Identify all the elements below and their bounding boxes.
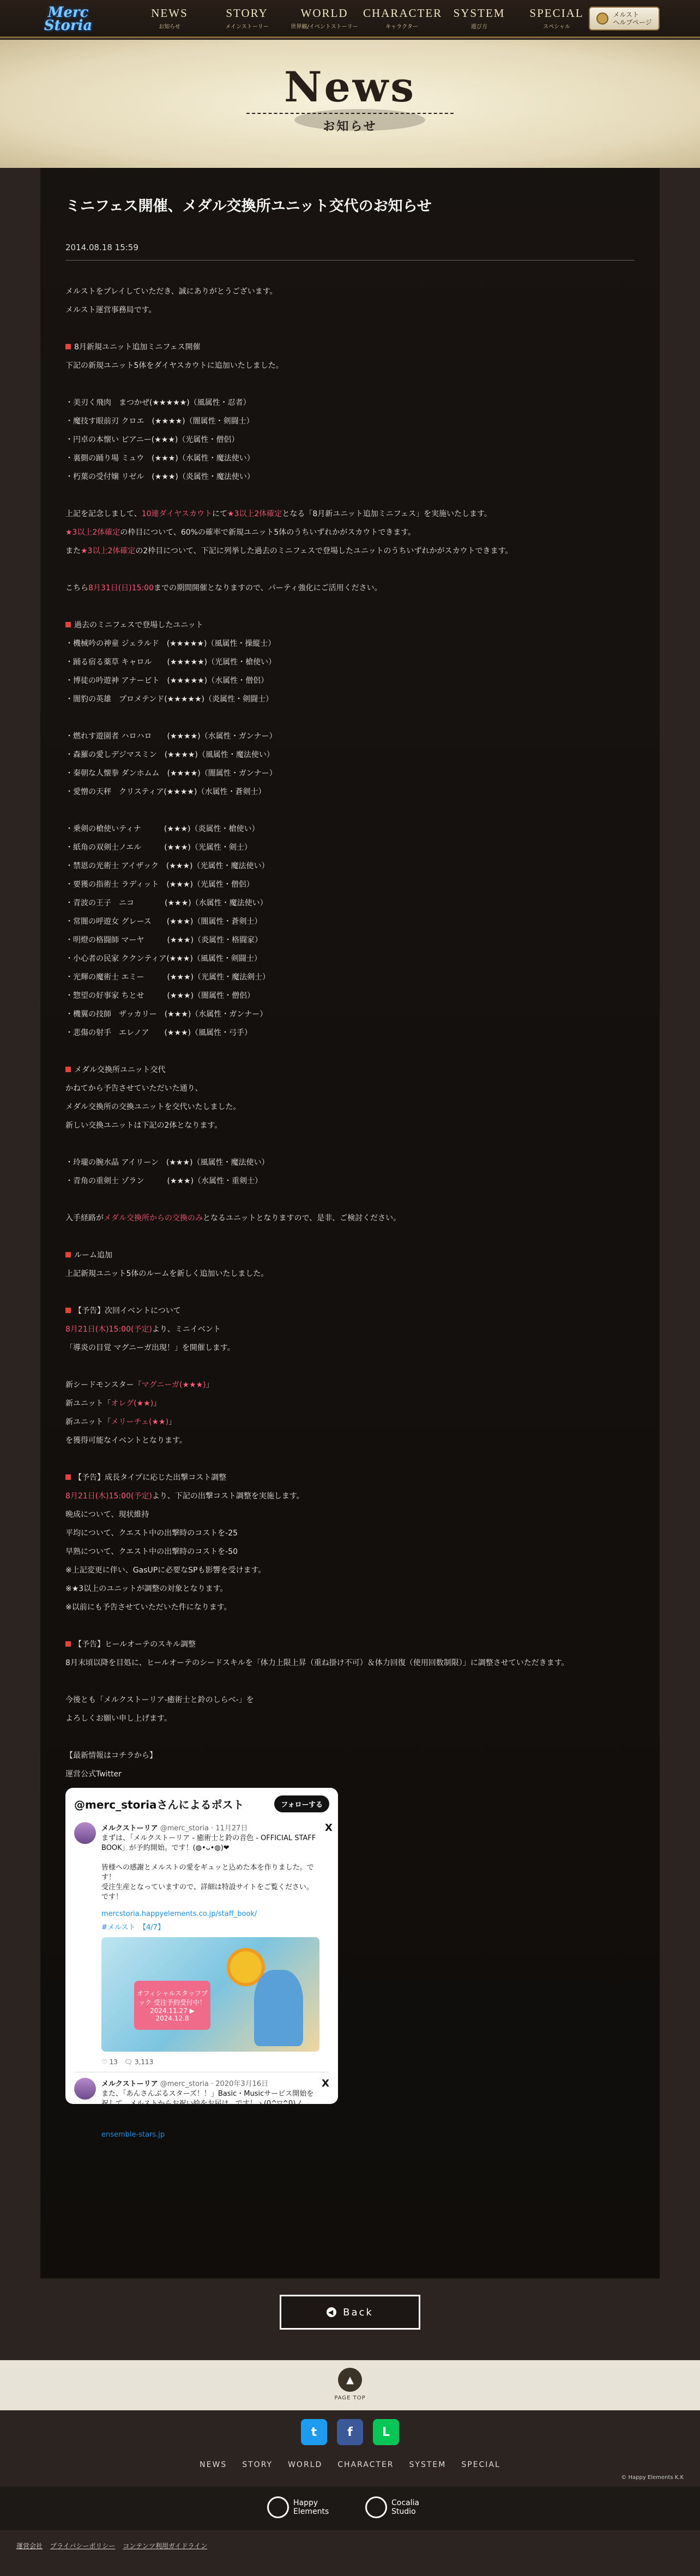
back-label: Back: [343, 2306, 373, 2318]
nav-character[interactable]: [363, 7, 443, 30]
tweet-handle: @merc_storia · 11月27日: [160, 1824, 248, 1833]
paragraph-text: にて: [212, 510, 227, 518]
highlight-text: マグニーガ(★★★): [141, 1381, 206, 1389]
article-paragraph: [65, 1376, 635, 1394]
article-paragraph: ・禁恩の光術士 アイザック (★★★)（光属性・魔法使い）: [65, 862, 269, 870]
article-divider: [65, 260, 635, 261]
article-paragraph: 運営公式Twitter: [65, 1770, 122, 1779]
legal-guidelines[interactable]: コンテンツ利用ガイドライン: [123, 2542, 208, 2550]
help-page-label: メルスト ヘルプページ: [613, 11, 652, 26]
highlight-text: メダル交換所からの交換のみ: [104, 1214, 203, 1223]
tweet-handle: @merc_storia · 2020年3月16日: [160, 2080, 269, 2088]
nav-character-jp: キャラクター: [385, 24, 418, 30]
article-paragraph: ※上記変更に伴い、GasUPに必要なSPも影響を受けます。: [65, 1566, 266, 1575]
article-paragraph: [65, 1413, 635, 1431]
tweet-text: まずは、「メルクストーリア - 癒術士と鈴の音色 - OFFICIAL STAFF BOOK」が予約開始。です！(◍•ᴗ•◍)❤ 皆様への感謝とメルストの愛をギュッと込めた本を作りました。です！ 受注生産となっていますので、詳細は特設サイトをご覧ください。です！: [101, 1834, 316, 1901]
footer-nav-character[interactable]: CHARACTER: [337, 2460, 394, 2469]
section-heading: [65, 338, 635, 356]
section-heading-text: 8月新規ユニット追加ミニフェス開催: [74, 343, 201, 352]
follow-button[interactable]: フォローする: [274, 1795, 329, 1812]
logo-text: Merc Storia: [44, 4, 93, 34]
title-divider: [246, 113, 454, 114]
highlight-text: ★3以上2体確定: [227, 510, 282, 518]
tweet-content: [101, 1822, 319, 2066]
cocalia-mark-icon: [365, 2496, 387, 2518]
tweet-image[interactable]: [101, 1937, 319, 2052]
paragraph-text: 新シードモンスター「: [65, 1381, 142, 1389]
nav-character-en: CHARACTER: [363, 7, 443, 20]
nav-story-jp: メインストーリー: [225, 24, 269, 30]
article-paragraph: ・玲瓏の腕水晶 アイリーン (★★★)（風属性・魔法使い）: [65, 1158, 269, 1167]
spacer: [65, 1227, 635, 1246]
nav-story[interactable]: [208, 7, 286, 30]
spacer: [65, 1617, 635, 1635]
section-heading: [65, 1635, 635, 1654]
footer-nav: [0, 2460, 700, 2469]
article-paragraph: [65, 1209, 635, 1227]
article-paragraph: ・青角の重剣士 ゾラン (★★★)（水属性・重剣士）: [65, 1177, 263, 1186]
site-logo[interactable]: [38, 3, 98, 35]
highlight-text: 8月21日(木)15:00(予定): [65, 1492, 152, 1501]
image-badge: オフィシャルスタッフブック 受注予約受付中！ 2024.11.27 ▶ 2024.12.8: [134, 1981, 210, 2030]
coin-icon: [596, 13, 608, 25]
page-top-label[interactable]: PAGE TOP: [334, 2395, 366, 2401]
section-heading: [65, 1246, 635, 1265]
legal-links: [16, 2541, 207, 2550]
article-paragraph: ・紙角の双剣士ノエル (★★★)（光属性・剣士）: [65, 843, 252, 852]
happy-elements-mark-icon: [267, 2496, 289, 2518]
spacer: [65, 1357, 635, 1376]
spacer: [65, 1042, 635, 1061]
back-arrow-icon: ◀: [327, 2307, 336, 2317]
footer-nav-story[interactable]: STORY: [242, 2460, 273, 2469]
article-paragraph: ・美刃く飛肉 まつかぜ(★★★★★)（風属性・忍者）: [65, 398, 251, 407]
article-paragraph: ・光輝の魔術士 エミー (★★★)（光属性・魔法剣士）: [65, 973, 270, 982]
footer-nav-special[interactable]: SPECIAL: [461, 2460, 500, 2469]
spacer: [65, 801, 635, 820]
paragraph-text: こちら: [65, 584, 88, 592]
section-heading-text: 【予告】成長タイプに応じた出撃コスト調整: [74, 1473, 227, 1482]
nav-system[interactable]: [440, 7, 518, 30]
nav-special[interactable]: [518, 7, 595, 30]
legal-company[interactable]: 運営会社: [16, 2542, 43, 2550]
legal-privacy[interactable]: プライバシーポリシー: [50, 2542, 116, 2550]
spacer: [65, 1672, 635, 1691]
paragraph-text: 新ユニット「: [65, 1399, 111, 1408]
article-paragraph: ・明燈の格闘師 マーヤ (★★★)（炎属性・格闘家）: [65, 936, 263, 945]
article-paragraph: ・悲傷の射手 エレノア (★★★)（風属性・弓手）: [65, 1029, 252, 1037]
nav-story-en: STORY: [226, 7, 268, 20]
tweet-content: [101, 2078, 316, 2139]
nav-world-jp: 世界観/イベントストーリー: [291, 24, 358, 30]
company-logos: [0, 2487, 700, 2530]
article-paragraph: [65, 1320, 635, 1339]
article-paragraph: ・燃れす遊園者 ハロハロ (★★★★)（水属性・ガンナー）: [65, 732, 277, 741]
global-header: [0, 0, 700, 38]
paragraph-text: の2枠目について、下記に列挙した過去のミニフェスで登場したユニットのうちいずれかがスカウトできます。: [135, 547, 513, 555]
article-paragraph: ・闇豹の英雄 プロメテンド(★★★★★)（炎属性・剣闘士）: [65, 695, 273, 704]
tweet-title: @merc_storiaさんによるポスト: [74, 1798, 244, 1811]
tweet-author[interactable]: メルクストーリア: [101, 1824, 158, 1833]
article-paragraph: ・要獲の指術士 ラディット (★★★)（光属性・僧侶）: [65, 880, 254, 889]
paragraph-text: 上記を記念しまして、: [65, 510, 142, 518]
article-paragraph: 8月末頃以降を目処に、ヒールオーテのシードスキルを「体力上限上昇（重ね掛け不可）＆体力回復（使用回数制限）」に調整させていただきます。: [65, 1659, 569, 1667]
section-heading-text: 過去のミニフェスで登場したユニット: [74, 621, 203, 630]
highlight-text: 10連ダイヤスカウト: [141, 510, 212, 518]
avatar[interactable]: [74, 1822, 96, 1844]
spacer: [65, 597, 635, 616]
page-top-band: [0, 2360, 700, 2410]
nav-system-jp: 遊び方: [471, 24, 487, 30]
nav-special-en: SPECIAL: [529, 7, 584, 20]
article-paragraph: よろしくお願い申し上げます。: [65, 1714, 172, 1723]
spacer: [65, 560, 635, 579]
highlight-text: メリーチェ(★★): [111, 1418, 169, 1426]
highlight-text: ★3以上2体確定: [65, 528, 120, 537]
tweet-meta: [101, 2078, 316, 2088]
article-paragraph: [65, 579, 635, 597]
article-paragraph: ・森羅の愛しデジマスミン (★★★★)（風属性・魔法使い）: [65, 751, 274, 759]
section-heading: [65, 1302, 635, 1320]
article-paragraph: 早熟について、クエスト中の出撃時のコストを-50: [65, 1547, 238, 1556]
nav-news-jp: お知らせ: [159, 24, 180, 30]
paragraph-text: また: [65, 547, 81, 555]
twitter-embed[interactable]: [65, 1788, 338, 2139]
nav-special-jp: スペシャル: [543, 24, 570, 30]
article-paragraph: ・常闇の呼遊女 グレース (★★★)（闇属性・蒼剣士）: [65, 917, 262, 926]
nav-news[interactable]: [131, 7, 208, 30]
article-paragraph: 今後とも「メルクストーリア-癒術士と鈴のしらべ-」を: [65, 1696, 254, 1704]
global-nav: [131, 7, 595, 30]
square-bullet-icon: [65, 344, 71, 349]
paragraph-text: より、下記の出撃コスト調整を実施します。: [152, 1492, 304, 1501]
article-paragraph: 晩成について、現状維持: [65, 1510, 149, 1519]
article-paragraph: [65, 1487, 635, 1505]
spacer: [65, 375, 635, 394]
square-bullet-icon: [65, 1067, 71, 1072]
article-paragraph: メルストをプレイしていただき、誠にありがとうございます。: [65, 287, 277, 296]
tweet-text: また、「あんさんぶるスターズ！！」Basic・Musicサービス開始を祝して、メルストからお祝い絵をお届け。です！ヽ(0^▽^0)ノ 新たなステージに立つアイドルの皆さんを、ぜひチェックしてみてください。です！: [101, 2090, 314, 2127]
highlight-text: 8月31日(日)15:00: [88, 584, 154, 592]
article-paragraph: ※以前にも予告させていただいた件になります。: [65, 1603, 232, 1612]
article-paragraph: [65, 1394, 635, 1413]
spacer: [65, 486, 635, 505]
article-paragraph: ・円卓の本懐い ピアニー(★★★)（光属性・僧侶）: [65, 436, 239, 444]
article-paragraph: ・機翼の技師 ザッカリー (★★★)（水属性・ガンナー）: [65, 1010, 268, 1019]
article-body: [65, 282, 635, 1783]
site-footer: [0, 2410, 700, 2576]
twitter-icon[interactable]: t: [301, 2419, 327, 2445]
spacer: [65, 709, 635, 727]
avatar[interactable]: [74, 2078, 96, 2100]
section-heading-text: メダル交換所ユニット交代: [74, 1066, 166, 1074]
article-paragraph: を獲得可能なイベントとなります。: [65, 1436, 187, 1445]
page-top-button[interactable]: ▲: [338, 2368, 362, 2392]
article-paragraph: ・裏側の踊り場 ミュウ (★★★)（水属性・魔法使い）: [65, 454, 255, 463]
article-paragraph: 新しい交換ユニットは下記の2体となります。: [65, 1121, 222, 1130]
back-button[interactable]: [280, 2295, 420, 2330]
happy-elements-logo[interactable]: [267, 2496, 329, 2518]
nav-world-en: WORLD: [300, 7, 348, 20]
x-logo-icon[interactable]: X: [322, 2078, 329, 2089]
spacer: [65, 1190, 635, 1209]
section-heading-text: 【予告】ヒールオーテのスキル調整: [74, 1640, 196, 1649]
cocalia-name: Cocalia Studio: [391, 2499, 419, 2516]
tweet-stats[interactable]: ♡ 13 🗨 3,113: [101, 2058, 154, 2066]
page-title: News: [283, 63, 417, 111]
character-graphic: [254, 1970, 303, 2046]
article-paragraph: ・魔技す眼前刃 クロエ (★★★★)（闇属性・剣闘士）: [65, 417, 254, 426]
paragraph-text: 入手経路が: [65, 1214, 104, 1223]
paragraph-text: までの期間開催となりますので、パーティ強化にご活用ください。: [154, 584, 382, 592]
article-paragraph: 下記の新規ユニット5体をダイヤスカウトに追加いたしました。: [65, 361, 283, 370]
article-paragraph: ・小心者の民家 ククンティア(★★★)（風属性・剣闘士）: [65, 954, 262, 963]
article-paragraph: [65, 523, 635, 542]
article-paragraph: ・乗剣の槍使いティナ (★★★)（炎属性・槍使い）: [65, 825, 260, 833]
article-title: ミニフェス開催、メダル交換所ユニット交代のお知らせ: [65, 198, 432, 215]
copyright: © Happy Elements K.K: [621, 2475, 684, 2481]
social-links: [0, 2419, 700, 2445]
section-heading: [65, 616, 635, 634]
article-paragraph: ・愛憎の天秤 クリスティア(★★★★)（水属性・蒼剣士）: [65, 788, 266, 796]
highlight-text: ★3以上2体確定: [81, 547, 136, 555]
square-bullet-icon: [65, 622, 71, 627]
paragraph-text: 」: [168, 1418, 177, 1426]
facebook-icon[interactable]: f: [337, 2419, 363, 2445]
article-paragraph: メルスト運営事務局です。: [65, 306, 156, 315]
tweet-hashtag[interactable]: #メルスト 【4/7】: [101, 1924, 165, 1932]
nav-news-en: NEWS: [151, 7, 188, 20]
tweet-post[interactable]: [74, 1822, 333, 2066]
tweet-post[interactable]: [74, 2078, 329, 2139]
footer-nav-world[interactable]: WORLD: [288, 2460, 323, 2469]
article-paragraph: [65, 505, 635, 523]
x-logo-icon[interactable]: X: [325, 1822, 333, 1834]
footer-nav-system[interactable]: SYSTEM: [409, 2460, 446, 2469]
highlight-text: 8月21日(木)15:00(予定): [65, 1325, 152, 1334]
article-paragraph: かねてから予告させていただいた通り、: [65, 1084, 203, 1093]
tweet-link[interactable]: mercstoria.happyelements.co.jp/staff_book/: [101, 1910, 257, 1918]
paragraph-text: 」: [206, 1381, 214, 1389]
article-paragraph: ・朽葉の受付嬢 リゼル (★★★)（炎属性・魔法使い）: [65, 473, 255, 481]
spacer: [65, 1728, 635, 1746]
paragraph-text: より、ミニイベント: [152, 1325, 221, 1334]
section-heading: [65, 1061, 635, 1079]
square-bullet-icon: [65, 1474, 71, 1480]
square-bullet-icon: [65, 1252, 71, 1257]
article-paragraph: ・秦朝な人懐拳 ダンホムム (★★★★)（闇属性・ガンナー）: [65, 769, 277, 778]
tweet-meta: [101, 1822, 319, 1833]
paragraph-text: となる「8月新ユニット追加ミニフェス」を実施いたします。: [282, 510, 492, 518]
article-paragraph: [65, 542, 635, 560]
spacer: [65, 1135, 635, 1153]
article-paragraph: ・青波の王子 ニコ (★★★)（水属性・魔法使い）: [65, 899, 268, 908]
paragraph-text: となるユニットとなりますので、是非、ご検討ください。: [203, 1214, 401, 1223]
article-paragraph: メダル交換所の交換ユニットを交代いたしました。: [65, 1103, 241, 1111]
section-heading-text: 【予告】次回イベントについて: [74, 1307, 181, 1315]
spacer: [65, 1283, 635, 1302]
article-paragraph: 【最新情報はコチラから】: [65, 1751, 157, 1760]
line-icon[interactable]: L: [373, 2419, 399, 2445]
tweet-header: [74, 1795, 329, 1812]
paragraph-text: の枠目について、60%の確率で新規ユニット5体のうちいずれかがスカウトできます。: [120, 528, 416, 537]
page-subtitle: お知らせ: [323, 120, 377, 134]
spacer: [65, 319, 635, 338]
tweet-link[interactable]: ensemble-stars.jp: [101, 2131, 165, 2139]
nav-world[interactable]: [286, 7, 363, 30]
article-paragraph: ・惣望の好事家 ちとせ (★★★)（闇属性・僧侶）: [65, 991, 255, 1000]
footer-nav-news[interactable]: NEWS: [200, 2460, 227, 2469]
article-paragraph: ・博徒の吟遊神 アナービト (★★★★★)（水属性・僧侶）: [65, 676, 269, 685]
paragraph-text: 新ユニット「: [65, 1418, 111, 1426]
article-paragraph: ・踊る宿る薬草 キャロル (★★★★★)（光属性・槍使い）: [65, 658, 276, 667]
cocalia-studio-logo[interactable]: [365, 2496, 419, 2518]
paragraph-text: 」: [153, 1399, 161, 1408]
news-article: [40, 168, 660, 2278]
spacer: [65, 1450, 635, 1468]
tweet-author[interactable]: メルクストーリア: [101, 2080, 158, 2088]
article-date: 2014.08.18 15:59: [65, 243, 138, 252]
square-bullet-icon: [65, 1308, 71, 1313]
section-heading: [65, 1468, 635, 1487]
article-paragraph: 上記新規ユニット5体のルームを新しく追加いたしました。: [65, 1269, 269, 1278]
section-heading-text: ルーム追加: [74, 1251, 112, 1260]
help-page-button[interactable]: [589, 7, 660, 31]
highlight-text: オレグ(★★): [111, 1399, 154, 1408]
square-bullet-icon: [65, 1641, 71, 1647]
article-paragraph: 平均について、クエスト中の出撃時のコストを-25: [65, 1529, 238, 1538]
article-paragraph: ・機械吟の神童 ジェラルド (★★★★★)（風属性・操縦士）: [65, 639, 276, 648]
article-paragraph: ※★3以上のユニットが調整の対象となります。: [65, 1585, 228, 1593]
happy-elements-name: Happy Elements: [293, 2499, 329, 2516]
nav-system-en: SYSTEM: [453, 7, 505, 20]
article-paragraph: 「導炎の目覚 マグニーガ出現！」を開催します。: [65, 1344, 235, 1352]
